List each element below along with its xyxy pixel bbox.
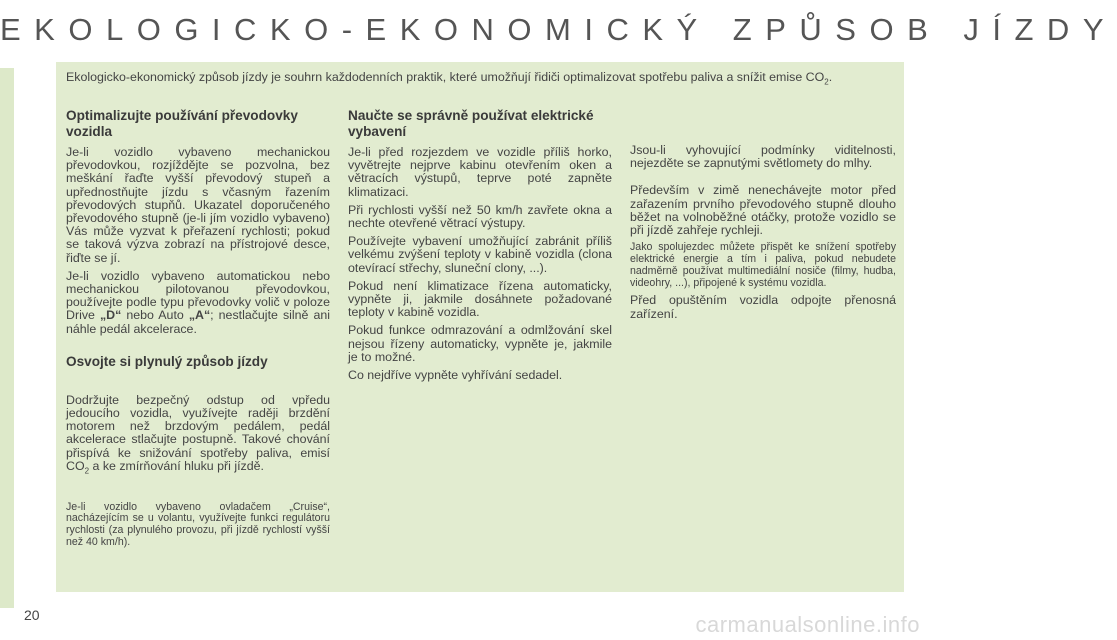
page-title: EKOLOGICKO-EKONOMICKÝ ZPŮSOB JÍZDY xyxy=(0,12,1117,47)
paragraph-ventilate: Je-li před rozjezdem ve vozidle příliš horko, vyvětrejte nejprve kabinu otevřením oken a větracích výstupů, teprve poté zapněte klimatizaci. xyxy=(348,145,612,199)
paragraph-winter-idle: Především v zimě nenechávejte motor před zařazením prvního převodového stupně dlouho běžet na volnoběžné otáčky, protože vozidlo se při jízdě zahřeje rychleji. xyxy=(630,183,896,238)
paragraph-disconnect-devices: Před opuštěním vozidla odpojte přenosná zařízení. xyxy=(630,293,896,321)
paragraph-manual-gearbox: Je-li vozidlo vybaveno mechanickou převodovkou, rozjíždějte se pozvolna, bez meškání řaďte vyšší převodový stupeň a upřednostňujte jízdu s včasným řazením převodových stupňů. Ukazatel doporučeného převodového stupně (je-li jím vozidlo vybaveno) Vás může vyzvat k přeřazení rychlosti; pokud se taková výzva zobrazí na přístrojové desce, řiďte se jí. xyxy=(66,145,330,265)
paragraph-sun-shades: Používejte vybavení umožňující zabránit příliš velkému zvýšení teploty v kabině vozidla (clona otevírací střechy, sluneční clony, ...). xyxy=(348,234,612,275)
paragraph-defrost: Pokud funkce odmrazování a odmlžování skel nejsou řízeny automaticky, vypněte je, jakmile je to možné. xyxy=(348,323,612,364)
intro-text: Ekologicko-ekonomický způsob jízdy je souhrn každodenních praktik, které umožňují řidiči optimalizovat spotřebu paliva a snížit emise $CO_2$. xyxy=(66,70,833,87)
paragraph-fog-lights: Jsou-li vyhovující podmínky viditelnosti, nejezděte se zapnutými světlomety do mlhy. xyxy=(630,143,896,171)
paragraph-safe-distance: Dodržujte bezpečný odstup od vpředu jedoucího vozidla, využívejte raději brzdění motorem než brzdovým pedálem, pedál akcelerace stlačujte postupně. Takové chování přispívá ke snižování spotřeby paliva, emisí $CO_2$ a ke zmírňování hluku při jízdě. xyxy=(66,392,330,476)
column-electrical xyxy=(348,108,612,387)
heading-electrical: Naučte se správně používat elektrické vybavení xyxy=(348,108,594,139)
paragraph-automatic-gearbox: Je-li vozidlo vybaveno automatickou nebo mechanickou pilotovanou převodovkou, používejte podle typu převodovky volič v poloze Drive „D“ nebo Auto „A“; nestlačujte silně ani náhle pedál akcelerace. xyxy=(66,268,331,336)
paragraph-close-windows: Při rychlosti vyšší než 50 km/h zavřete okna a nechte otevřené větrací výstupy. xyxy=(348,202,612,231)
paragraph-air-conditioning: Pokud není klimatizace řízena automaticky, vypněte ji, jakmile dosáhnete požadované teploty v kabině vozidla. xyxy=(348,278,612,320)
column-gearbox xyxy=(66,108,330,554)
paragraph-cruise-control: Je-li vozidlo vybaveno ovladačem „Cruise“, nacházejícím se u volantu, využívejte funkci regulátoru rychlosti (za plynulého provozu, při jízdě rychlostí vyšší než 40 km/h). xyxy=(66,500,330,548)
paragraph-passenger-multimedia: Jako spolujezdec můžete přispět ke snížení spotřeby elektrické energie a tím i paliva, pokud nebudete nadměrně používat multimediální nosiče (filmy, hudba, videohry, ...), připojené k systému vozidla. xyxy=(630,241,896,289)
page-number: 20 xyxy=(24,607,40,623)
subscript-2: 2 xyxy=(84,466,90,476)
column-misc xyxy=(630,144,896,326)
paragraph-seat-heating: Co nejdříve vypněte vyhřívání sedadel. xyxy=(348,368,563,383)
watermark: carmanualsonline.info xyxy=(695,612,920,637)
subscript-2: 2 xyxy=(824,77,829,87)
heading-smooth-driving: Osvojte si plynulý způsob jízdy xyxy=(66,353,268,369)
heading-gearbox: Optimalizujte používání převodovky vozidla xyxy=(66,108,298,139)
sidebar-strip xyxy=(0,68,14,608)
